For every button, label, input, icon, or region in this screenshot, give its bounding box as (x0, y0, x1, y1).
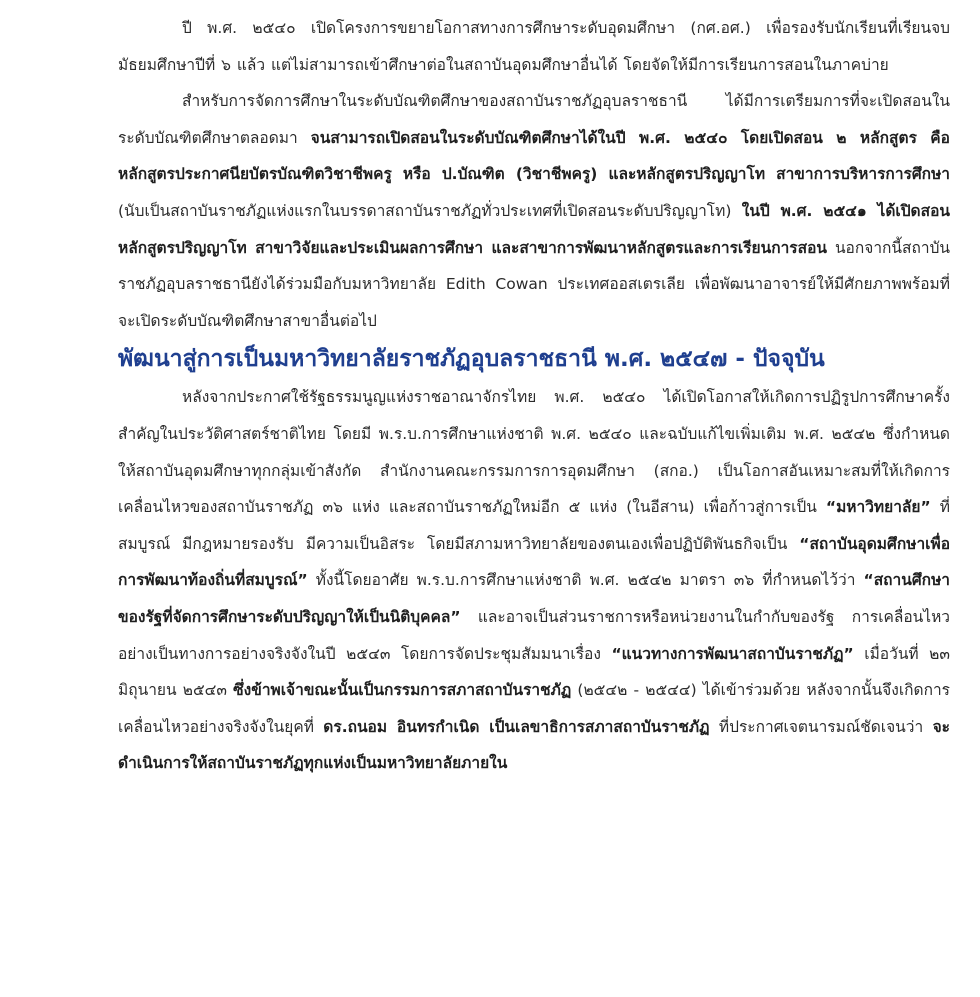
bold-run: จะดำเนินการให้สถาบันราชภัฏทุกแห่งเป็นมหาวิทยาลัยภายใน (118, 717, 950, 773)
bold-run: จนสามารถเปิดสอนในระดับบัณฑิตศึกษาได้ในปี พ.ศ. ๒๕๔๐ โดยเปิดสอน ๒ หลักสูตร คือ หลักสูตรประกาศนียบัตรบัณฑิตวิชาชีพครู หรือ ป.บัณฑิต (วิชาชีพครู) และหลักสูตรปริญญาโท สาขาการบริหารการศึกษา (118, 128, 950, 184)
paragraph-university-transition (118, 379, 950, 782)
bold-run: “มหาวิทยาลัย” (825, 498, 931, 517)
text-run: ปี พ.ศ. ๒๕๔๐ เปิดโครงการขยายโอกาสทางการศึกษาระดับอุดมศึกษา (กศ.อศ.) เพื่อรองรับนักเรียนที่เรียนจบมัธยมศึกษาปีที่ ๖ แล้ว แต่ไม่สามารถเข้าศึกษาต่อในสถาบันอุดมศึกษาอื่นได้ โดยจัดให้มีการเรียนการสอนในภาคบ่าย (118, 19, 950, 74)
text-run: เมื่อวันที่ ๒๓ มิถุนายน ๒๕๔๓ (118, 644, 950, 700)
text-run: สำหรับการจัดการศึกษาในระดับบัณฑิตศึกษาของสถาบันราชภัฏอุบลราชธานี ได้มีการเตรียมการที่จะเปิดสอนในระดับบัณฑิตศึกษาตลอดมา (118, 92, 950, 147)
bold-run: ดร.ถนอม อินทรกำเนิด เป็นเลขาธิการสภาสถาบันราชภัฏ (323, 717, 710, 736)
section-heading: พัฒนาสู่การเป็นมหาวิทยาลัยราชภัฏอุบลราชธานี พ.ศ. ๒๕๔๗ - ปัจจุบัน (118, 346, 825, 373)
bold-run: ในปี พ.ศ. ๒๕๔๑ ได้เปิดสอนหลักสูตรปริญญาโท สาขาวิจัยและประเมินผลการศึกษา และสาขาการพัฒนาหลักสูตรและการเรียนการสอน (118, 201, 950, 257)
text-run: หลังจากประกาศใช้รัฐธรรมนูญแห่งราชอาณาจักรไทย พ.ศ. ๒๕๔๐ ได้เปิดโอกาสให้เกิดการปฏิรูปการศึกษาครั้งสำคัญในประวัติศาสตร์ชาติไทย โดยมี พ.ร.บ.การศึกษาแห่งชาติ พ.ศ. ๒๕๔๐ และฉบับแก้ไขเพิ่มเติม พ.ศ. ๒๕๔๒ ซึ่งกำหนดให้สถาบันอุดมศึกษาทุกกลุ่มเข้าสังกัด สำนักงานคณะกรรมการการอุดมศึกษา (สกอ.) เป็นโอกาสอันเหมาะสมที่ให้เกิดการเคลื่อนไหวของสถาบันราชภัฏ ๓๖ แห่ง และสถาบันราชภัฏใหม่อีก ๕ แห่ง (ในอีสาน) เพื่อก้าวสู่การเป็น (118, 388, 950, 517)
text-run: และอาจเป็นส่วนราชการหรือหน่วยงานในกำกับของรัฐ การเคลื่อนไหวอย่างเป็นทางการอย่างจริงจังในปี ๒๕๔๓ โดยการจัดประชุมสัมมนาเรื่อง (118, 607, 950, 663)
text-run: นอกจากนี้สถาบันราชภัฏอุบลราชธานียังได้ร่วมมือกับมหาวิทยาลัย Edith Cowan ประเทศออสเตรเลีย เพื่อพัฒนาอาจารย์ให้มีศักยภาพพร้อมที่จะเปิดระดับบัณฑิตศึกษาสาขาอื่นต่อไป (118, 238, 951, 330)
text-run: ที่ประกาศเจตนารมณ์ชัดเจนว่า (709, 717, 933, 736)
text-run: (นับเป็นสถาบันราชภัฏแห่งแรกในบรรดาสถาบันราชภัฏทั่วประเทศที่เปิดสอนระดับปริญญาโท) (118, 201, 742, 220)
bold-run: “สถานศึกษาของรัฐที่จัดการศึกษาระดับปริญญาให้เป็นนิติบุคคล” (118, 571, 950, 626)
text-run: ที่สมบูรณ์ มีกฎหมายรองรับ มีความเป็นอิสระ โดยมีสภามหาวิทยาลัยของตนเองเพื่อปฏิบัติพันธกิจเป็น (118, 498, 950, 553)
text-run: (๒๕๔๒ - ๒๕๔๔) ได้เข้าร่วมด้วย หลังจากนั้นจึงเกิดการเคลื่อนไหวอย่างจริงจังในยุคที่ (118, 681, 950, 736)
paragraph-graduate-studies (118, 83, 950, 339)
bold-run: “แนวทางการพัฒนาสถาบันราชภัฏ” (611, 644, 854, 663)
text-run: ทั้งนี้โดยอาศัย พ.ร.บ.การศึกษาแห่งชาติ พ.ศ. ๒๕๔๒ มาตรา ๓๖ ที่กำหนดไว้ว่า (307, 571, 864, 590)
paragraph-expansion-program (118, 10, 950, 83)
document-page (118, 10, 950, 782)
bold-run: ซึ่งข้าพเจ้าขณะนั้นเป็นกรรมการสภาสถาบันราชภัฏ (233, 681, 572, 700)
bold-run: “สถาบันอุดมศึกษาเพื่อการพัฒนาท้องถิ่นที่สมบูรณ์” (118, 534, 950, 590)
